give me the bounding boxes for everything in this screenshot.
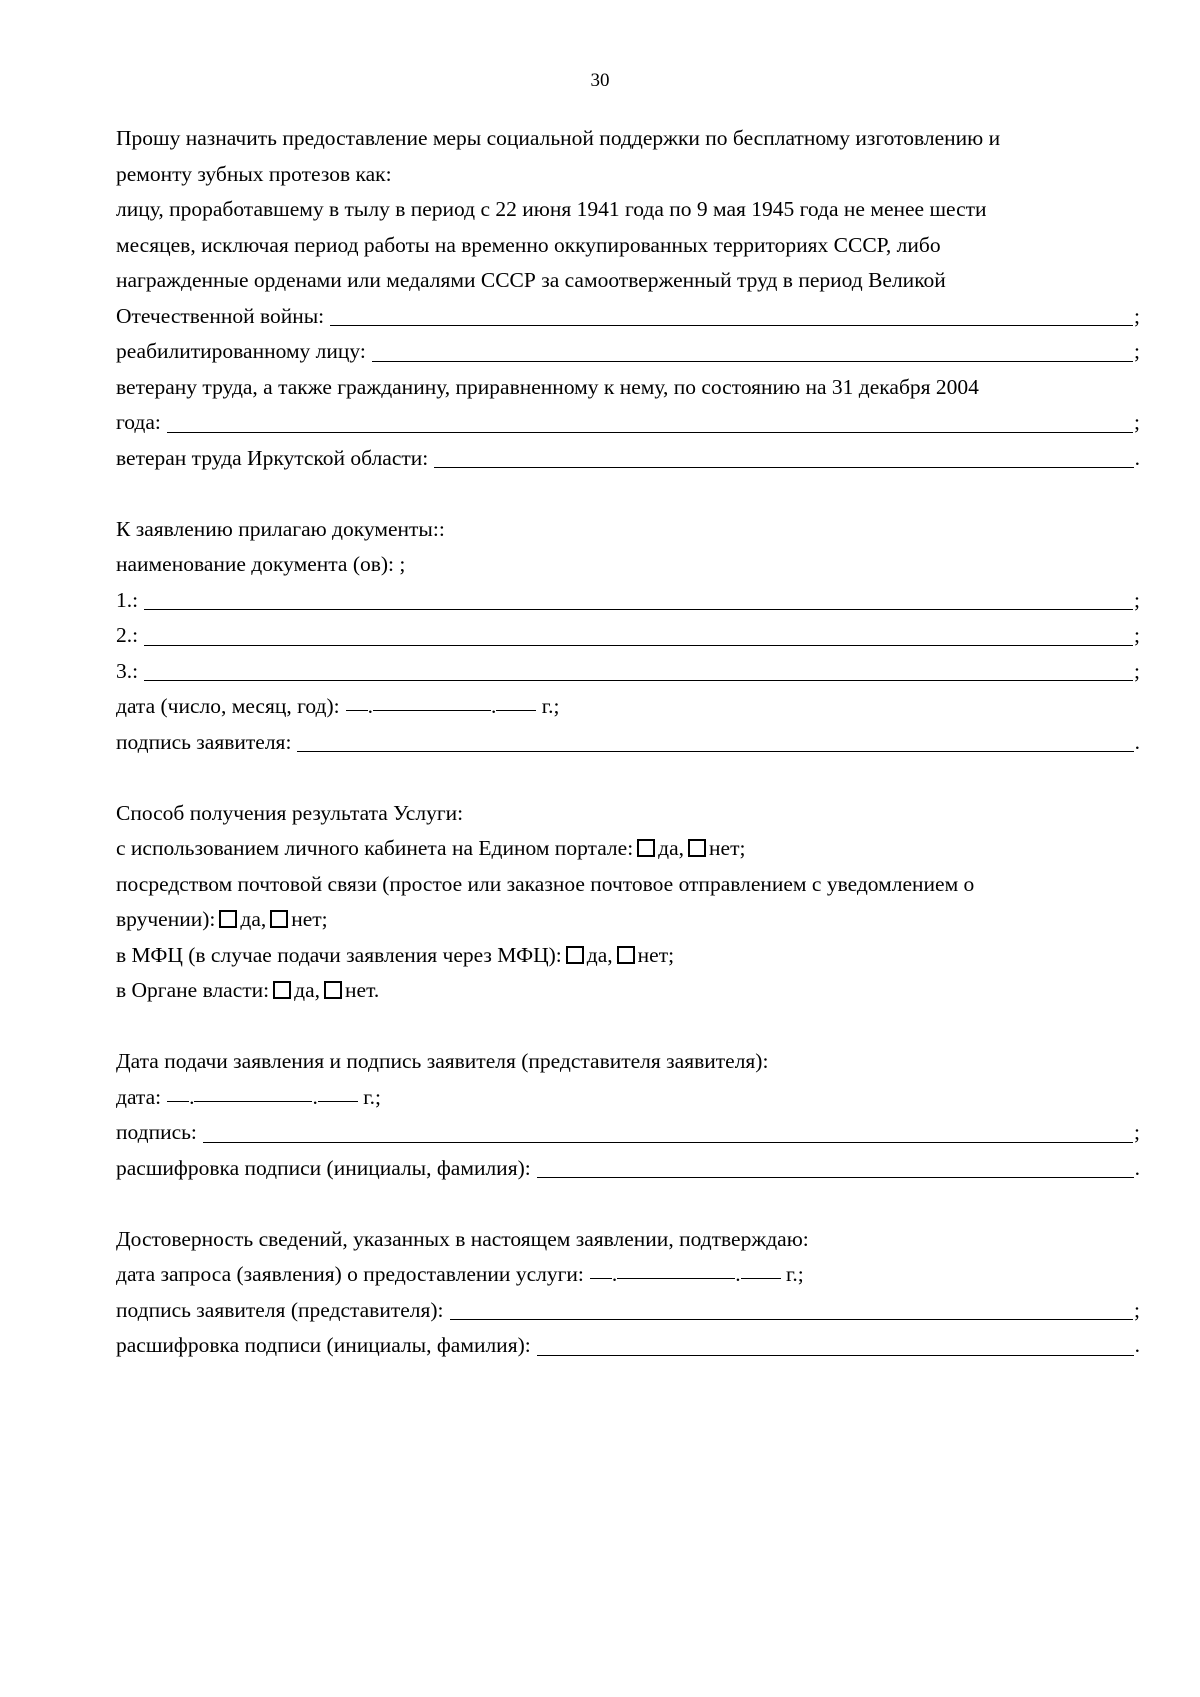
- documents-signature-label: подпись заявителя:: [116, 729, 292, 754]
- year-suffix: г.;: [541, 694, 560, 718]
- document-names-label: наименование документа (ов): ;: [116, 552, 406, 576]
- confirmation-date-label: дата запроса (заявления) о предоставлении услуги:: [116, 1262, 584, 1286]
- confirmation-decode-row: [116, 1328, 1140, 1364]
- delivery-authority-label: в Органе власти:: [116, 978, 270, 1002]
- date-year-field[interactable]: [741, 1278, 781, 1279]
- post-yes-checkbox[interactable]: [219, 910, 237, 928]
- period: .: [1134, 729, 1140, 754]
- document-item-number: 3.:: [116, 658, 139, 683]
- delivery-mfc-label: в МФЦ (в случае подачи заявления через МФЦ):: [116, 942, 562, 967]
- period: .: [1134, 1155, 1140, 1180]
- mfc-yes-checkbox[interactable]: [566, 946, 584, 964]
- confirmation-signature-row: [116, 1293, 1140, 1329]
- document-item-row: [116, 618, 1140, 654]
- date-month-field[interactable]: [194, 1101, 312, 1102]
- spacer: [116, 1186, 1140, 1222]
- delivery-portal-row: [116, 831, 1140, 867]
- documents-date-row: дата (число, месяц, год): . . г.;: [116, 694, 560, 718]
- rehab-field-label: реабилитированному лицу:: [116, 339, 366, 363]
- no-label: нет.: [345, 978, 380, 1002]
- submission-decode-field[interactable]: [537, 1177, 1134, 1178]
- year-suffix: г.;: [363, 1084, 381, 1109]
- document-item-row: [116, 583, 1140, 619]
- homefront-field-row: [116, 299, 1140, 335]
- no-label: нет;: [637, 942, 675, 967]
- delivery-portal-label: с использованием личного кабинета на Едином портале:: [116, 836, 634, 860]
- date-day-field[interactable]: [590, 1278, 612, 1279]
- submission-date-label: дата:: [116, 1084, 162, 1109]
- veteran-text-line1: ветерану труда, а также гражданину, приравненному к нему, по состоянию на 31 декабря 2004: [116, 374, 979, 399]
- portal-yes-checkbox[interactable]: [637, 839, 655, 857]
- submission-decode-label: расшифровка подписи (инициалы, фамилия):: [116, 1155, 531, 1180]
- veteran-field-row: [116, 405, 1140, 441]
- veteran-field-label: года:: [116, 410, 161, 434]
- irkutsk-veteran-field-label: ветеран труда Иркутской области:: [116, 445, 429, 470]
- submission-heading: Дата подачи заявления и подпись заявителя (представителя заявителя):: [116, 1049, 769, 1073]
- spacer: [116, 476, 1140, 512]
- authority-no-checkbox[interactable]: [324, 981, 342, 999]
- document-item-field-1[interactable]: [144, 609, 1133, 610]
- date-month-field[interactable]: [617, 1278, 735, 1279]
- date-day-field[interactable]: [167, 1101, 189, 1102]
- semicolon: ;: [1134, 1120, 1140, 1144]
- spacer: [116, 1009, 1140, 1045]
- homefront-text-line3: награжденные орденами или медалями СССР за самоотверженный труд в период Великой: [116, 268, 946, 292]
- confirmation-decode-label: расшифровка подписи (инициалы, фамилия):: [116, 1333, 531, 1357]
- yes-label: да,: [586, 942, 613, 967]
- year-suffix: г.;: [786, 1262, 804, 1286]
- homefront-text-line2: месяцев, исключая период работы на временно оккупированных территориях СССР, либо: [116, 232, 941, 257]
- application-form: [116, 121, 1140, 1364]
- no-label: нет;: [709, 836, 746, 860]
- irkutsk-veteran-field[interactable]: [434, 467, 1133, 468]
- period: .: [1134, 445, 1140, 470]
- semicolon: ;: [1134, 1297, 1140, 1322]
- delivery-authority-row: [116, 973, 1140, 1009]
- request-intro-line1: Прошу назначить предоставление меры социальной поддержки по бесплатному изготовлению и: [116, 126, 1001, 150]
- document-item-number: 2.:: [116, 623, 139, 647]
- confirmation-signature-label: подпись заявителя (представителя):: [116, 1297, 444, 1322]
- portal-no-checkbox[interactable]: [688, 839, 706, 857]
- semicolon: ;: [1134, 410, 1140, 434]
- homefront-field[interactable]: [330, 325, 1133, 326]
- semicolon: ;: [1134, 658, 1140, 683]
- date-month-field[interactable]: [373, 710, 491, 711]
- submission-signature-label: подпись:: [116, 1120, 197, 1144]
- veteran-field[interactable]: [167, 432, 1133, 433]
- semicolon: ;: [1134, 303, 1140, 328]
- submission-date-row: дата: . . г.;: [116, 1084, 381, 1109]
- document-item-row: [116, 654, 1140, 690]
- semicolon: ;: [1134, 587, 1140, 612]
- period: .: [1134, 1333, 1140, 1357]
- submission-signature-row: [116, 1115, 1140, 1151]
- submission-decode-row: [116, 1151, 1140, 1187]
- mfc-no-checkbox[interactable]: [617, 946, 635, 964]
- delivery-mfc-row: [116, 938, 1140, 974]
- confirmation-date-row: дата запроса (заявления) о предоставлении услуги: . . г.;: [116, 1262, 804, 1286]
- rehab-field[interactable]: [372, 361, 1133, 362]
- rehab-field-row: [116, 334, 1140, 370]
- semicolon: ;: [1134, 623, 1140, 647]
- request-intro-line2: ремонту зубных протезов как:: [116, 161, 392, 186]
- confirmation-heading: Достоверность сведений, указанных в настоящем заявлении, подтверждаю:: [116, 1226, 809, 1251]
- documents-signature-field[interactable]: [297, 751, 1133, 752]
- homefront-text-line1: лицу, проработавшему в тылу в период с 22 июня 1941 года по 9 мая 1945 года не менее шести: [116, 197, 987, 221]
- document-item-field-3[interactable]: [144, 680, 1133, 681]
- no-label: нет;: [291, 907, 328, 931]
- post-no-checkbox[interactable]: [270, 910, 288, 928]
- authority-yes-checkbox[interactable]: [273, 981, 291, 999]
- date-year-field[interactable]: [496, 710, 536, 711]
- confirmation-signature-field[interactable]: [450, 1319, 1133, 1320]
- date-day-field[interactable]: [346, 710, 368, 711]
- document-item-number: 1.:: [116, 587, 139, 612]
- yes-label: да,: [658, 836, 685, 860]
- delivery-heading: Способ получения результата Услуги:: [116, 800, 464, 825]
- homefront-field-label: Отечественной войны:: [116, 303, 325, 328]
- document-item-field-2[interactable]: [144, 645, 1133, 646]
- yes-label: да,: [294, 978, 321, 1002]
- irkutsk-veteran-field-row: [116, 441, 1140, 477]
- semicolon: ;: [1134, 339, 1140, 363]
- yes-label: да,: [240, 907, 267, 931]
- documents-heading: К заявлению прилагаю документы::: [116, 516, 445, 541]
- delivery-post-line1: посредством почтовой связи (простое или заказное почтовое отправлением с уведомлением о: [116, 871, 975, 896]
- confirmation-decode-field[interactable]: [537, 1355, 1134, 1356]
- documents-signature-row: [116, 725, 1140, 761]
- documents-date-label: дата (число, месяц, год):: [116, 694, 340, 718]
- spacer: [116, 760, 1140, 796]
- delivery-post-row: [116, 902, 1140, 938]
- date-year-field[interactable]: [318, 1101, 358, 1102]
- page-number: 30: [590, 70, 610, 91]
- delivery-post-label: вручении):: [116, 907, 216, 931]
- submission-signature-field[interactable]: [203, 1142, 1133, 1143]
